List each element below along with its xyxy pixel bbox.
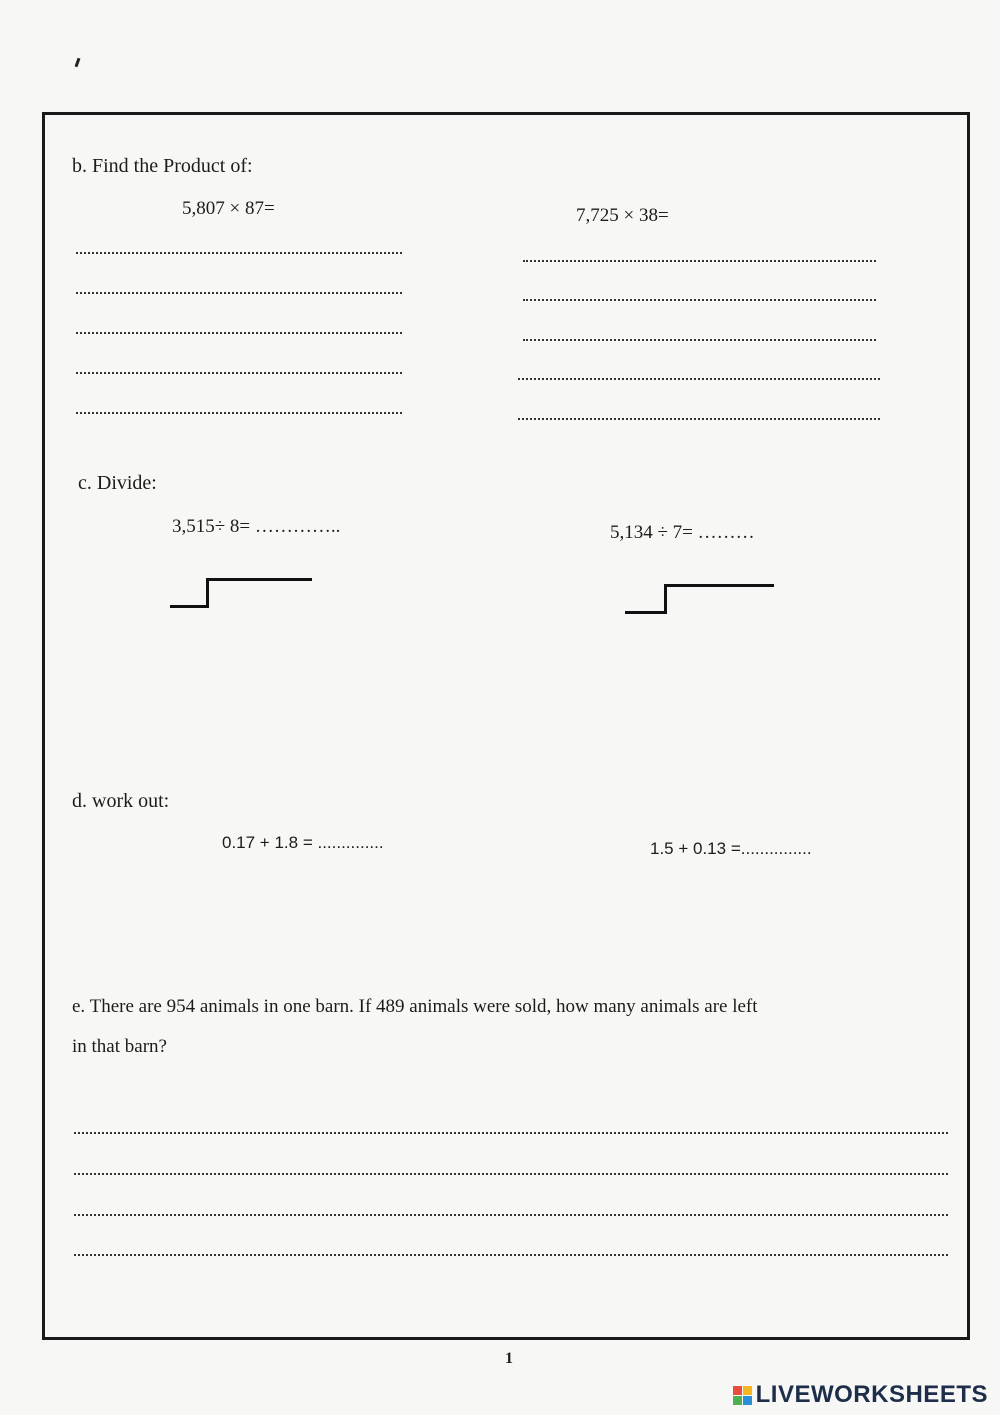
page-number: 1 bbox=[505, 1350, 513, 1367]
answer-line[interactable] bbox=[518, 418, 880, 420]
answer-line[interactable] bbox=[74, 1173, 948, 1175]
answer-line[interactable] bbox=[74, 1254, 948, 1256]
answer-line[interactable] bbox=[76, 252, 402, 254]
work-out-problem-right: 1.5 + 0.13 =............... bbox=[650, 839, 812, 858]
answer-line[interactable] bbox=[74, 1214, 948, 1216]
word-problem-line-1: e. There are 954 animals in one barn. If 489 animals were sold, how many animals are left bbox=[72, 996, 758, 1017]
scan-mark bbox=[75, 58, 81, 67]
word-problem-line-2: in that barn? bbox=[72, 1036, 167, 1057]
liveworksheets-grid-icon bbox=[733, 1386, 752, 1405]
product-problem-left: 5,807 × 87= bbox=[182, 198, 275, 219]
section-d-heading: d. work out: bbox=[72, 790, 170, 812]
section-c-heading: c. Divide: bbox=[78, 472, 157, 494]
answer-line[interactable] bbox=[76, 372, 402, 374]
answer-line[interactable] bbox=[518, 378, 880, 380]
answer-line[interactable] bbox=[523, 260, 876, 262]
answer-line[interactable] bbox=[74, 1132, 948, 1134]
brand-name: LIVEWORKSHEETS bbox=[755, 1381, 988, 1408]
answer-line[interactable] bbox=[76, 412, 402, 414]
answer-line[interactable] bbox=[76, 292, 402, 294]
answer-line[interactable] bbox=[523, 299, 876, 301]
divide-problem-left: 3,515÷ 8= ………….. bbox=[172, 516, 341, 537]
answer-line[interactable] bbox=[76, 332, 402, 334]
divide-problem-right: 5,134 ÷ 7= ……… bbox=[610, 522, 755, 543]
section-b-heading: b. Find the Product of: bbox=[72, 155, 253, 177]
product-problem-right: 7,725 × 38= bbox=[576, 205, 669, 226]
work-out-problem-left: 0.17 + 1.8 = .............. bbox=[222, 833, 384, 852]
liveworksheets-logo bbox=[733, 1381, 988, 1409]
worksheet-frame bbox=[42, 112, 970, 1340]
answer-line[interactable] bbox=[523, 339, 876, 341]
